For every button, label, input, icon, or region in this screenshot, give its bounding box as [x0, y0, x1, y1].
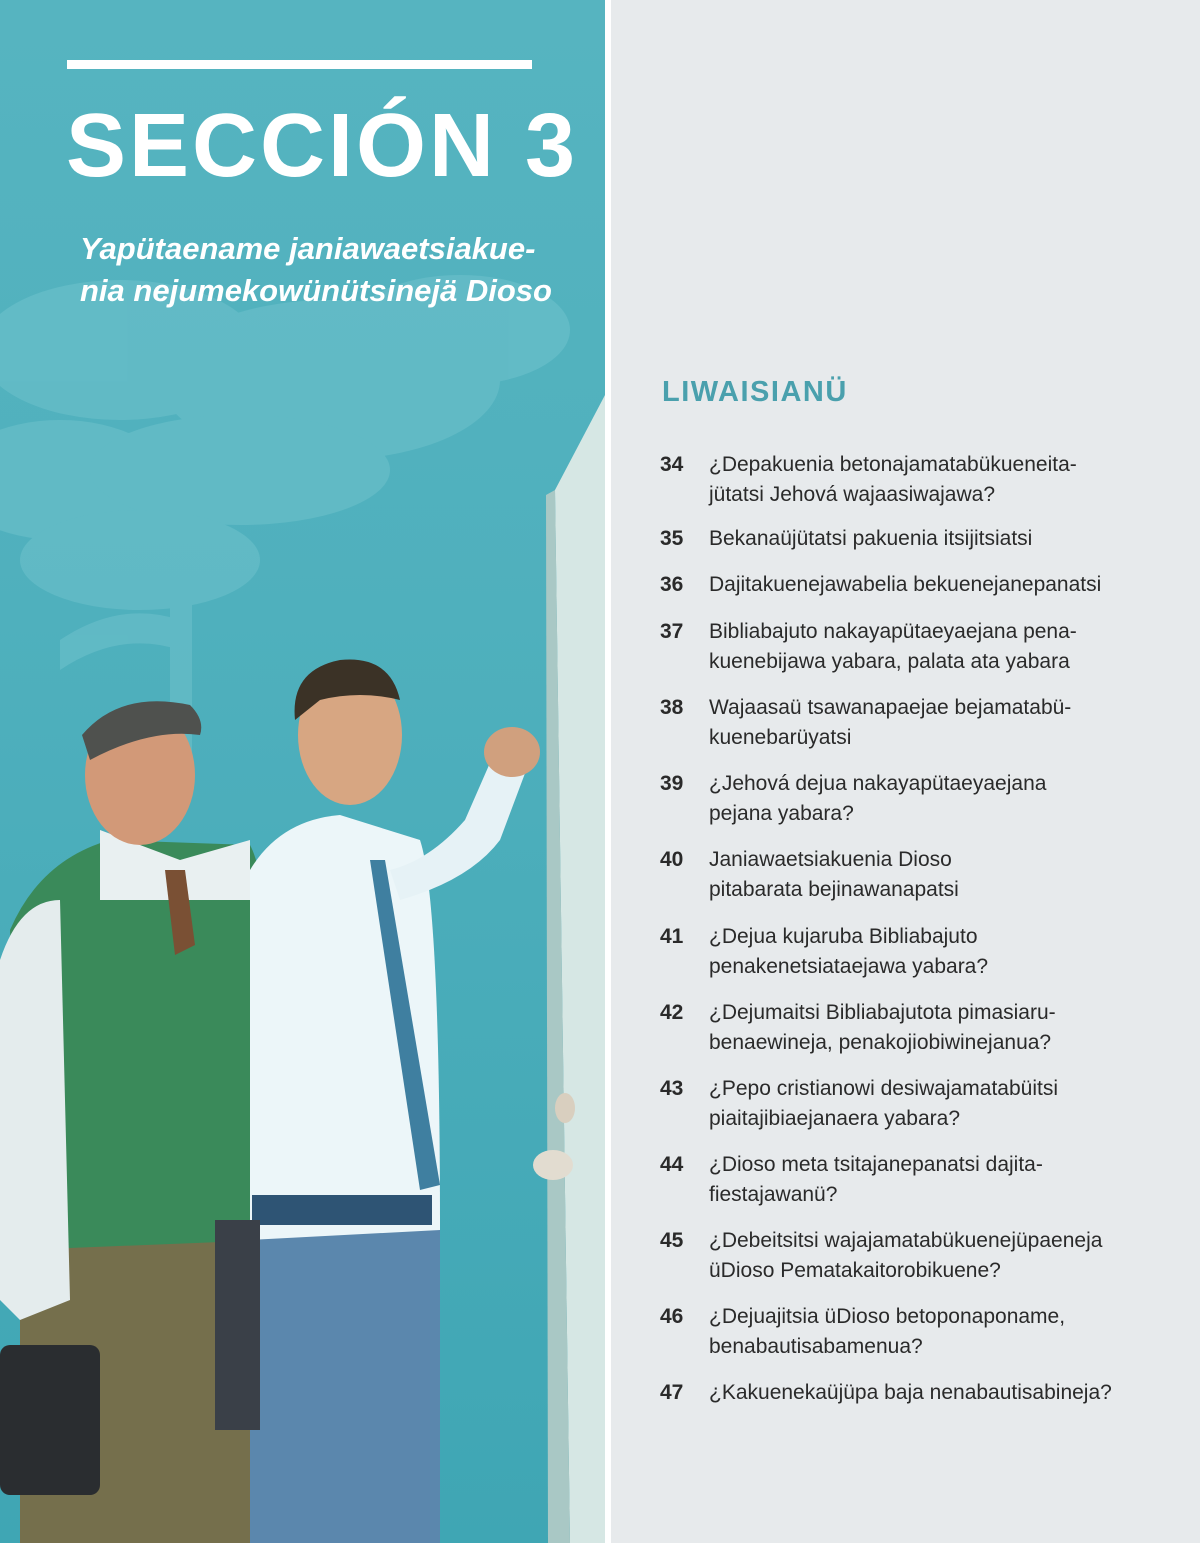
- toc-item-number: 45: [660, 1229, 684, 1252]
- toc-item-line: ¿Pepo cristianowi desiwajamatabüitsi: [709, 1077, 1058, 1100]
- toc-item-title: [709, 693, 1169, 753]
- toc-item-line: jütatsi Jehová wajaasiwajawa?: [709, 483, 995, 506]
- toc-item-number: 41: [660, 925, 684, 948]
- toc-item-number: 36: [660, 573, 684, 596]
- toc-item-line: penakenetsiataejawa yabara?: [709, 955, 989, 978]
- tree-silhouette: [0, 275, 570, 770]
- toc-item-number: 44: [660, 1153, 684, 1176]
- toc-item-number: 38: [660, 696, 684, 719]
- toc-item-line: ¿Dioso meta tsitajanepanatsi dajita-: [709, 1153, 1043, 1176]
- toc-item-number: 46: [660, 1305, 684, 1328]
- subtitle-line-1: Yapütaename janiawaetsiakue-: [80, 231, 536, 266]
- toc-item-title: [709, 769, 1169, 829]
- toc-item-line: üDioso Pematakaitorobikuene?: [709, 1259, 1001, 1282]
- toc-item-title: [709, 524, 1169, 554]
- toc-item-number: 40: [660, 848, 684, 871]
- door: [533, 395, 605, 1543]
- toc-item-number: 42: [660, 1001, 684, 1024]
- toc-item-title: [709, 922, 1169, 982]
- toc-item-number: 43: [660, 1077, 684, 1100]
- toc-item-line: pitabarata bejinawanapatsi: [709, 878, 959, 901]
- toc-item-line: ¿Dejua kujaruba Bibliabajuto: [709, 925, 978, 948]
- toc-item-line: Dajitakuenejawabelia bekuenejanepanatsi: [709, 573, 1102, 596]
- toc-item-line: fiestajawanü?: [709, 1183, 838, 1206]
- toc-item-line: Bekanaüjütatsi pakuenia itsijitsiatsi: [709, 527, 1033, 550]
- toc-item-title: [709, 1074, 1169, 1134]
- young-man: [215, 660, 540, 1543]
- toc-item-line: Wajaasaü tsawanapaejae bejamatabü-: [709, 696, 1072, 719]
- toc-item-number: 47: [660, 1381, 684, 1404]
- toc-item-number: 39: [660, 772, 684, 795]
- toc-item-line: ¿Depakuenia betonajamatabükueneita-: [709, 453, 1077, 476]
- toc-item-line: pejana yabara?: [709, 802, 854, 825]
- toc-item-number: 37: [660, 620, 684, 643]
- door-lock: [555, 1093, 575, 1123]
- subtitle-line-2: nia nejumekowünütsinejä Dioso: [80, 273, 552, 308]
- toc-item-title: [709, 1302, 1169, 1362]
- toc-item-line: benabautisabamenua?: [709, 1335, 923, 1358]
- toc-item-title: [709, 1378, 1169, 1408]
- toc-item-title: [709, 1226, 1169, 1286]
- toc-item-number: 35: [660, 527, 684, 550]
- toc-item-title: [709, 1150, 1169, 1210]
- toc-item-title: [709, 845, 1169, 905]
- toc-item-title: [709, 617, 1169, 677]
- toc-item-line: kuenebijawa yabara, palata ata yabara: [709, 650, 1070, 673]
- toc-item-line: ¿Dejuajitsia üDioso betoponaponame,: [709, 1305, 1066, 1328]
- toc-item-line: ¿Jehová dejua nakayapütaeyaejana: [709, 772, 1047, 795]
- toc-item-line: piaitajibiaejanaera yabara?: [709, 1107, 961, 1130]
- toc-item-line: kuenebarüyatsi: [709, 726, 852, 749]
- toc-item-line: ¿Dejumaitsi Bibliabajutota pimasiaru-: [709, 1001, 1056, 1024]
- toc-item-line: ¿Kakuenekaüjüpa baja nenabautisabineja?: [709, 1381, 1112, 1404]
- door-knob: [533, 1150, 573, 1180]
- toc-item-line: Bibliabajuto nakayapütaeyaejana pena-: [709, 620, 1077, 643]
- section-title: SECCIÓN 3: [66, 96, 579, 196]
- toc-item-line: Janiawaetsiakuenia Dioso: [709, 848, 952, 871]
- toc-item-line: benaewineja, penakojiobiwinejanua?: [709, 1031, 1052, 1054]
- top-rule: [67, 60, 532, 69]
- fist: [484, 727, 540, 777]
- toc-item-title: [709, 570, 1169, 600]
- toc-item-number: 34: [660, 453, 684, 476]
- section-subtitle: [80, 228, 580, 312]
- toc-item-title: [709, 998, 1169, 1058]
- toc-heading: LIWAISIANÜ: [662, 376, 848, 408]
- toc-item-title: [709, 450, 1169, 510]
- toc-item-line: ¿Debeitsitsi wajajamatabükuenejüpaeneja: [709, 1229, 1103, 1252]
